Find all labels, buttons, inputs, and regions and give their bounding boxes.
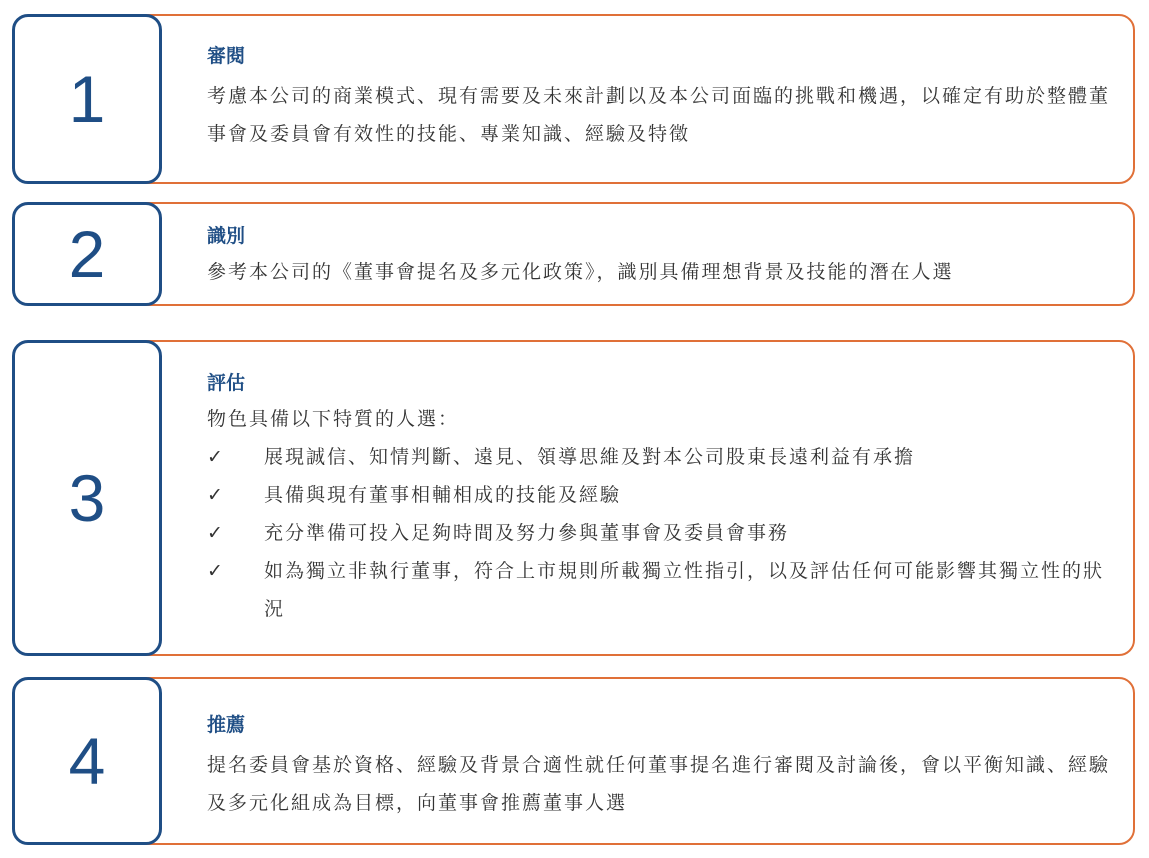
- check-mark-icon: ✓: [207, 560, 225, 582]
- step-1-title: 審閱: [207, 45, 246, 67]
- checklist-item: [207, 476, 1119, 514]
- step-3-number: 3: [12, 340, 162, 656]
- checklist-item-text: 充分準備可投入足夠時間及努力參與董事會及委員會事務: [264, 522, 790, 544]
- step-4: [0, 677, 1149, 845]
- step-2-description: 參考本公司的《董事會提名及多元化政策》，識別具備理想背景及技能的潛在人選: [207, 261, 954, 283]
- check-mark-icon: ✓: [207, 484, 225, 506]
- check-mark-icon: ✓: [207, 446, 225, 468]
- step-1-description: 考慮本公司的商業模式、現有需要及未來計劃以及本公司面臨的挑戰和機遇，以確定有助於整體董事會及委員會有效性的技能、專業知識、經驗及特徵: [207, 85, 1111, 145]
- checklist-item-text: 具備與現有董事相輔相成的技能及經驗: [264, 484, 622, 506]
- checklist-item-text: 如為獨立非執行董事，符合上市規則所載獨立性指引，以及評估任何可能影響其獨立性的狀況: [264, 560, 1105, 620]
- step-1-text: [207, 44, 1119, 153]
- step-4-description: 提名委員會基於資格、經驗及背景合適性就任何董事提名進行審閱及討論後，會以平衡知識、經驗及多元化組成為目標，向董事會推薦董事人選: [207, 754, 1111, 814]
- step-4-text: [207, 713, 1119, 822]
- step-3-checklist: [207, 438, 1119, 628]
- step-2-number: 2: [12, 202, 162, 306]
- check-mark-icon: ✓: [207, 522, 225, 544]
- step-3-description: 物色具備以下特質的人選：: [207, 408, 460, 430]
- step-3-title: 評估: [207, 372, 246, 394]
- checklist-item: [207, 514, 1119, 552]
- checklist-item-text: 展現誠信、知情判斷、遠見、領導思維及對本公司股東長遠利益有承擔: [264, 446, 916, 468]
- checklist-item: [207, 552, 1119, 628]
- step-1: [0, 14, 1149, 184]
- step-2: [0, 202, 1149, 306]
- step-2-title: 識別: [207, 225, 246, 247]
- step-1-number: 1: [12, 14, 162, 184]
- step-4-number: 4: [12, 677, 162, 845]
- step-3: [0, 340, 1149, 656]
- step-4-title: 推薦: [207, 714, 246, 736]
- step-2-text: [207, 224, 1119, 287]
- checklist-item: [207, 438, 1119, 476]
- step-3-text: [207, 371, 1119, 628]
